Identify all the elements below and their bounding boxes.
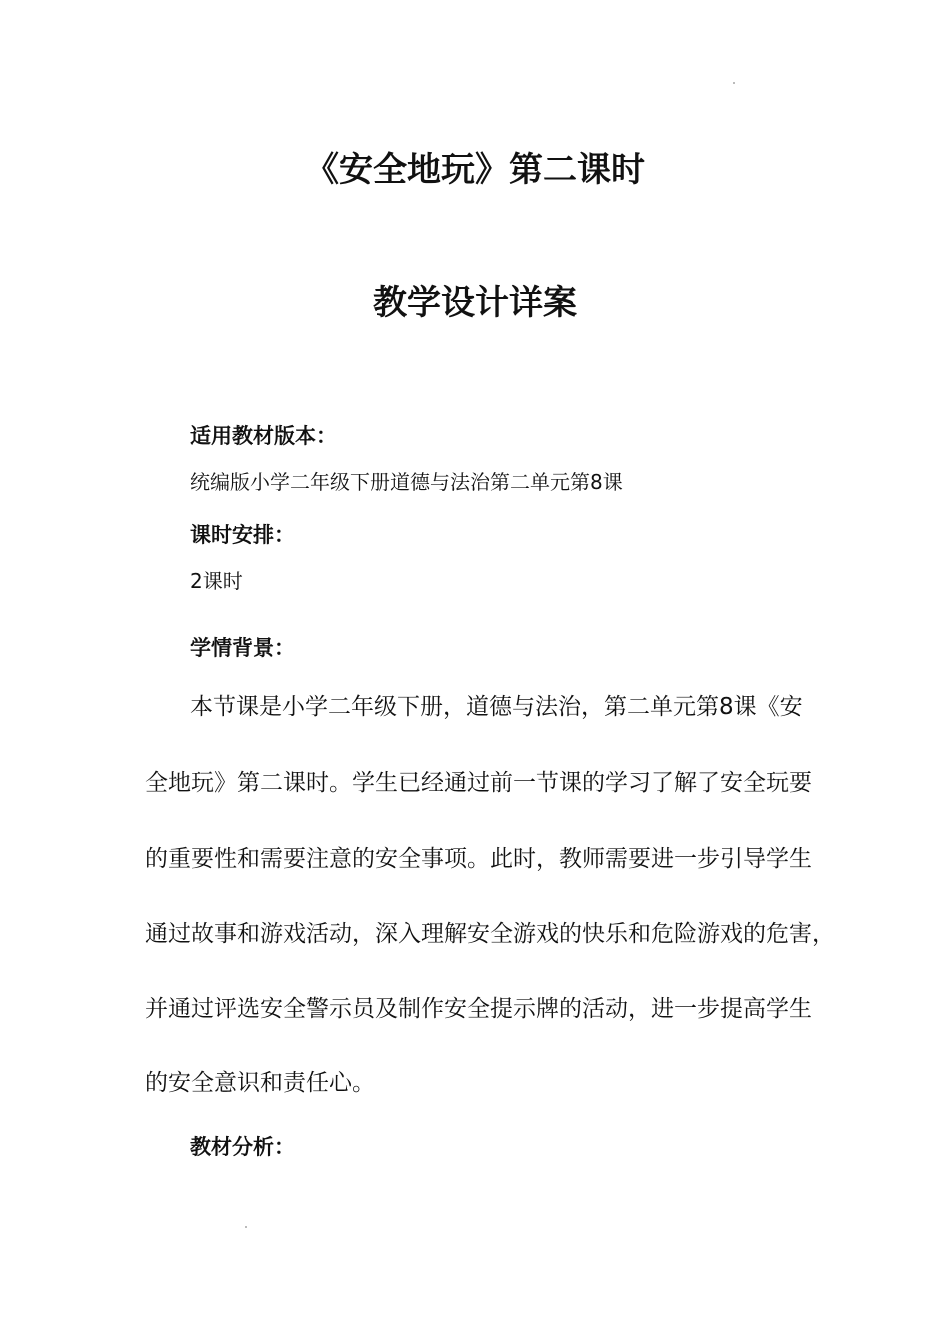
textbook-version-text: 统编版小学二年级下册道德与法治第二单元第8课 xyxy=(190,470,623,494)
background-line: 的重要性和需要注意的安全事项。此时，教师需要进一步引导学生 xyxy=(145,846,812,872)
corner-mark xyxy=(733,82,735,84)
background-line: 本节课是小学二年级下册，道德与法治，第二单元第8课《安 xyxy=(190,694,803,720)
material-analysis-label: 教材分析： xyxy=(190,1135,295,1159)
background-line: 并通过评选安全警示员及制作安全提示牌的活动，进一步提高学生 xyxy=(145,996,812,1022)
textbook-version-label: 适用教材版本： xyxy=(190,424,337,448)
class-hours-label: 课时安排： xyxy=(190,523,295,547)
background-line: 全地玩》第二课时。学生已经通过前一节课的学习了解了安全玩要 xyxy=(145,770,812,796)
title-line-2: 教学设计详案 xyxy=(373,283,577,323)
background-line: 通过故事和游戏活动，深入理解安全游戏的快乐和危险游戏的危害， xyxy=(145,921,835,947)
title-line-1: 《安全地玩》第二课时 xyxy=(305,150,645,190)
corner-mark xyxy=(245,1226,247,1228)
class-hours-text: 2课时 xyxy=(190,569,243,593)
background-line: 的安全意识和责任心。 xyxy=(145,1070,375,1096)
background-label: 学情背景： xyxy=(190,636,295,660)
